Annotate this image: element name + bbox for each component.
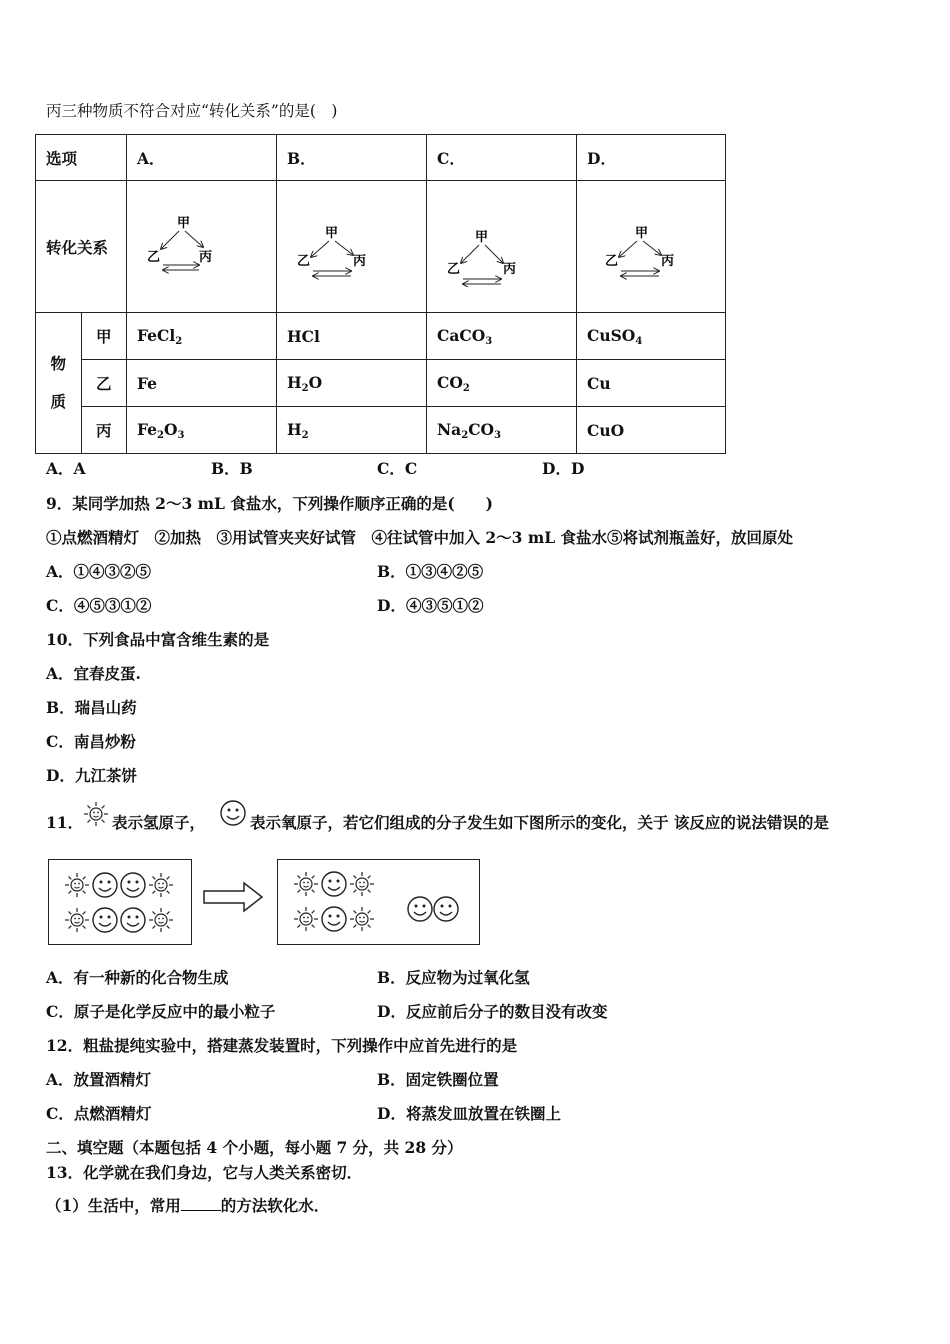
conversion-label: 转化关系	[36, 181, 127, 313]
q9-stem: 9．某同学加热 2～3 mL 食盐水，下列操作顺序正确的是( )	[46, 494, 494, 513]
q12-option-b[interactable]: B．固定铁圈位置	[377, 1070, 499, 1089]
option-c-header: C．	[427, 135, 577, 181]
q9-option-d[interactable]: D．④③⑤①②	[377, 596, 484, 615]
q12-option-c[interactable]: C．点燃酒精灯	[46, 1104, 152, 1123]
q11-option-a[interactable]: A．有一种新的化合物生成	[46, 968, 229, 987]
q8-option-c[interactable]: C．C	[377, 459, 418, 478]
q12-option-a[interactable]: A．放置酒精灯	[46, 1070, 152, 1089]
cell-a-jia: FeCl$_2$	[127, 313, 277, 360]
cell-a-yi: Fe	[127, 360, 277, 407]
q12-stem: 12．粗盐提纯实验中，搭建蒸发装置时，下列操作中应首先进行的是	[46, 1036, 518, 1055]
q11-option-d[interactable]: D．反应前后分子的数目没有改变	[377, 1002, 608, 1021]
reactants-box	[48, 859, 192, 945]
diagram-bing: 丙	[503, 261, 517, 277]
cell-c-yi: $CO_2$	[427, 360, 577, 407]
section-2-title: 二、填空题（本题包括 4 个小题，每小题 7 分，共 28 分）	[46, 1138, 463, 1157]
reactant-molecules	[49, 860, 191, 944]
cell-a-bing: $Fe_2O_3$	[127, 407, 277, 454]
q8-option-b[interactable]: B．B	[211, 459, 253, 478]
diagram-yi: 乙	[605, 253, 619, 269]
reactant-molecule-2	[65, 908, 173, 932]
q9-steps: ①点燃酒精灯 ②加热 ③用试管夹夹好试管 ④往试管中加入 2～3 mL 食盐水⑤将试剂瓶盖好，放回原处	[46, 528, 794, 547]
option-b-header: B．	[277, 135, 427, 181]
row-label-yi: 乙	[81, 360, 127, 407]
q8-stem-tail: 丙三种物质不符合对应“转化关系”的是( )	[46, 102, 338, 120]
diagram-jia: 甲	[635, 225, 649, 241]
cell-c-bing: $Na_2CO_3$	[427, 407, 577, 454]
products-box	[277, 859, 480, 945]
q11-option-b[interactable]: B．反应物为过氧化氢	[377, 968, 530, 987]
diagram-jia: 甲	[177, 215, 191, 231]
q13-stem: 13．化学就在我们身边，它与人类关系密切．	[46, 1163, 363, 1182]
diagram-d	[577, 181, 726, 313]
q13-part-1	[46, 1196, 329, 1216]
answer-blank[interactable]	[181, 1196, 221, 1211]
option-a-header: A．	[127, 135, 277, 181]
q10-stem: 10．下列食品中富含维生素的是	[46, 630, 270, 649]
diagram-jia: 甲	[475, 229, 489, 245]
q8-table	[35, 134, 726, 454]
triangle-diagram-c	[437, 207, 547, 287]
diagram-yi: 乙	[297, 253, 311, 269]
option-d-header: D．	[577, 135, 726, 181]
oxygen-molecule	[408, 897, 458, 921]
triangle-diagram-b	[287, 207, 397, 287]
diagram-bing: 丙	[353, 253, 367, 269]
q11-hydrogen-text: 表示氢原子，	[112, 813, 206, 832]
cell-c-jia: CaCO$_3$	[427, 313, 577, 360]
diagram-jia: 甲	[325, 225, 339, 241]
row-label-jia: 甲	[81, 313, 127, 360]
q12-option-d[interactable]: D．将蒸发皿放置在铁圈上	[377, 1104, 561, 1123]
diagram-bing: 丙	[661, 253, 675, 269]
diagram-bing: 丙	[199, 249, 213, 265]
hydrogen-atom-icon	[82, 800, 110, 828]
water-molecule-1	[294, 872, 374, 896]
reactant-molecule-1	[65, 873, 173, 897]
diagram-c	[427, 181, 577, 313]
q10-option-c[interactable]: C．南昌炒粉	[46, 732, 136, 751]
q11-option-c[interactable]: C．原子是化学反应中的最小粒子	[46, 1002, 276, 1021]
cell-b-jia: HCl	[277, 313, 427, 360]
q11-oxygen-text: 表示氧原子，若它们组成的分子发生如下图所示的变化，关于 该反应的说法错误的是	[250, 813, 829, 832]
product-molecules	[278, 860, 479, 944]
diagram-yi: 乙	[147, 249, 161, 265]
cell-d-bing: CuO	[577, 407, 726, 454]
q10-option-b[interactable]: B．瑞昌山药	[46, 698, 137, 717]
q9-option-c[interactable]: C．④⑤③①②	[46, 596, 152, 615]
q10-option-a[interactable]: A．宜春皮蛋.	[46, 664, 141, 683]
triangle-diagram-d	[587, 207, 697, 287]
water-molecule-2	[294, 907, 374, 931]
diagram-a	[127, 181, 277, 313]
q13-part-1-after: 的方法软化水．	[220, 1196, 330, 1215]
triangle-diagram-a	[137, 207, 247, 287]
q10-option-d[interactable]: D．九江茶饼	[46, 766, 137, 785]
q8-option-d[interactable]: D．D	[542, 459, 585, 478]
q8-option-a[interactable]: A．A	[46, 459, 86, 478]
q9-option-b[interactable]: B．①③④②⑤	[377, 562, 484, 581]
diagram-b	[277, 181, 427, 313]
q9-option-a[interactable]: A．①④③②⑤	[46, 562, 152, 581]
cell-d-jia: CuSO$_4$	[577, 313, 726, 360]
cell-b-yi: $H_2O$	[277, 360, 427, 407]
row-label-bing: 丙	[81, 407, 127, 454]
substance-label-1: 物	[50, 354, 66, 373]
cell-b-bing: $H_2$	[277, 407, 427, 454]
q11-number: 11．	[46, 813, 84, 832]
cell-d-yi: Cu	[577, 360, 726, 407]
substance-label-2: 质	[50, 392, 66, 411]
diagram-yi: 乙	[447, 261, 461, 277]
substance-label	[36, 313, 82, 454]
header-label: 选项	[36, 135, 127, 181]
oxygen-atom-icon	[218, 798, 248, 828]
reaction-arrow-icon	[202, 880, 266, 914]
q13-part-1-before: （1）生活中，常用	[46, 1196, 181, 1215]
